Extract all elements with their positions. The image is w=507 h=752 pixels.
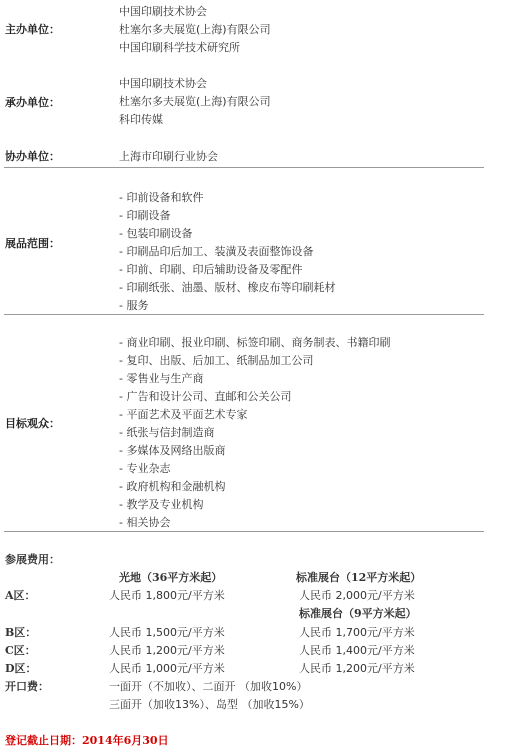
audience-item: - 平面艺术及平面艺术专家 xyxy=(119,408,248,421)
fees-col-standard-9: 标准展台（9平方米起） xyxy=(299,607,417,620)
audience-item: - 零售业与生产商 xyxy=(119,372,204,385)
fees-raw-price: 人民币 1,200元/平方米 xyxy=(109,644,225,657)
exhibits-item: - 印前设备和软件 xyxy=(119,191,204,204)
opening-fee-line: 一面开（不加收）、二面开 （加收10%） xyxy=(109,680,308,693)
exhibits-item: - 印刷纸张、油墨、版材、橡皮布等印刷耗材 xyxy=(119,281,336,294)
fees-raw-price: 人民币 1,000元/平方米 xyxy=(109,662,225,675)
exhibits-item: - 服务 xyxy=(119,299,149,312)
fees-col-raw-space: 光地（36平方米起） xyxy=(119,571,223,584)
organizer-line: 中国印刷科学技术研究所 xyxy=(119,41,240,54)
exhibits-item: - 印刷品印后加工、装潢及表面整饰设备 xyxy=(119,245,314,258)
supporter-label: 协办单位： xyxy=(5,150,60,163)
exhibits-item: - 印前、印刷、印后辅助设备及零配件 xyxy=(119,263,303,276)
divider xyxy=(4,314,484,315)
coorganizer-line: 杜塞尔多夫展览(上海)有限公司 xyxy=(119,95,271,108)
opening-fee-label: 开口费： xyxy=(5,680,49,693)
exhibits-item: - 印刷设备 xyxy=(119,209,171,222)
audience-item: - 相关协会 xyxy=(119,516,171,529)
coorganizer-label: 承办单位： xyxy=(5,96,60,109)
fees-col-standard-12: 标准展台（12平方米起） xyxy=(296,571,422,584)
coorganizer-line: 科印传媒 xyxy=(119,113,163,126)
organizer-line: 中国印刷技术协会 xyxy=(119,5,207,18)
fees-std-price: 人民币 1,400元/平方米 xyxy=(299,644,415,657)
audience-label: 目标观众： xyxy=(5,417,60,430)
fees-std-price: 人民币 1,700元/平方米 xyxy=(299,626,415,639)
fees-title: 参展费用： xyxy=(5,553,60,566)
opening-fee-line: 三面开（加收13%）、岛型 （加收15%） xyxy=(109,698,310,711)
fees-zone-label: D区： xyxy=(5,662,37,675)
supporter-line: 上海市印刷行业协会 xyxy=(119,150,218,163)
exhibits-item: - 包装印刷设备 xyxy=(119,227,193,240)
fees-raw-price: 人民币 1,500元/平方米 xyxy=(109,626,225,639)
organizer-line: 杜塞尔多夫展览(上海)有限公司 xyxy=(119,23,271,36)
audience-item: - 广告和设计公司、直邮和公关公司 xyxy=(119,390,292,403)
fees-std-price: 人民币 1,200元/平方米 xyxy=(299,662,415,675)
exhibits-label: 展品范围： xyxy=(5,237,60,250)
fees-zone-label: C区： xyxy=(5,644,36,657)
audience-item: - 教学及专业机构 xyxy=(119,498,204,511)
divider xyxy=(4,167,484,168)
audience-item: - 商业印刷、报业印刷、标签印刷、商务制表、书籍印刷 xyxy=(119,336,391,349)
fees-zone-label: A区： xyxy=(5,589,36,602)
fees-raw-price: 人民币 1,800元/平方米 xyxy=(109,589,225,602)
fees-zone-label: B区： xyxy=(5,626,37,639)
audience-item: - 纸张与信封制造商 xyxy=(119,426,215,439)
audience-item: - 政府机构和金融机构 xyxy=(119,480,226,493)
registration-deadline: 登记截止日期：2014年6月30日 xyxy=(5,734,169,747)
fees-std-price: 人民币 2,000元/平方米 xyxy=(299,589,415,602)
audience-item: - 专业杂志 xyxy=(119,462,171,475)
audience-item: - 多媒体及网络出版商 xyxy=(119,444,226,457)
organizer-label: 主办单位： xyxy=(5,23,60,36)
coorganizer-line: 中国印刷技术协会 xyxy=(119,77,207,90)
audience-item: - 复印、出版、后加工、纸制品加工公司 xyxy=(119,354,314,367)
divider xyxy=(4,531,484,532)
